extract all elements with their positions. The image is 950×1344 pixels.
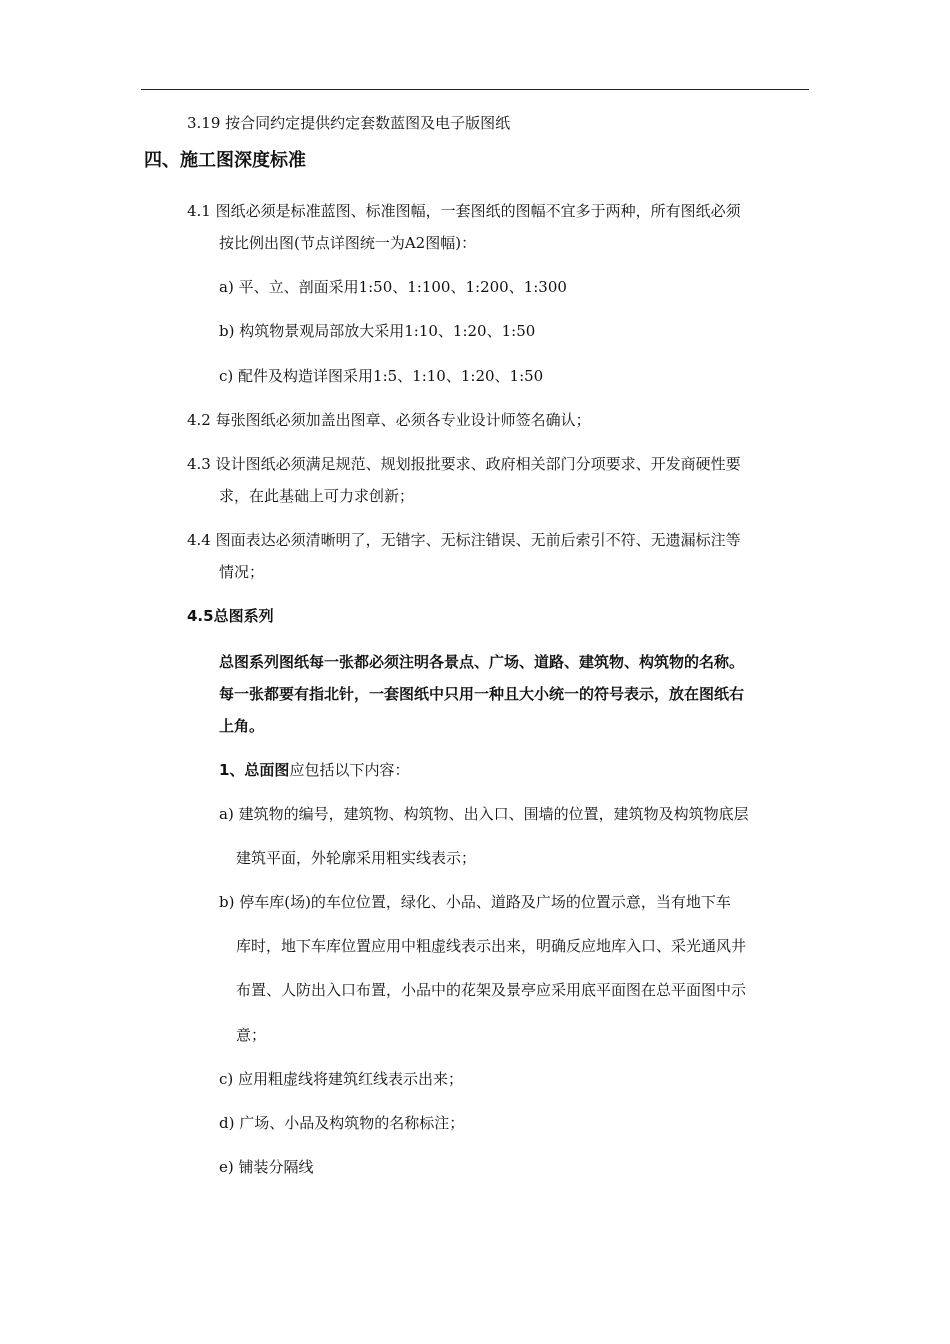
- scale-item-c: c) 配件及构造详图采用1:5、1:10、1:20、1:50: [219, 367, 544, 385]
- section-heading-4: 四、施工图深度标准: [144, 150, 306, 171]
- para-4-3-line1: 4.3 设计图纸必须满足规范、规划报批要求、政府相关部门分项要求、开发商硬性要: [187, 455, 741, 473]
- item-b-line2: 库时，地下车库位置应用中粗虚线表示出来，明确反应地库入口、采光通风井: [236, 937, 747, 955]
- item-b-line1: b) 停车库(场)的车位位置，绿化、小品、道路及广场的位置示意，当有地下车: [219, 893, 731, 911]
- item-1: [219, 760, 409, 780]
- scale-item-a: a) 平、立、剖面采用1:50、1:100、1:200、1:300: [219, 278, 567, 296]
- para-4-1-line1: 4.1 图纸必须是标准蓝图、标准图幅，一套图纸的图幅不宜多于两种，所有图纸必须: [187, 202, 741, 220]
- header-rule: [141, 89, 809, 90]
- item-1-text: 应包括以下内容：: [289, 761, 410, 779]
- para-4-4-line1: 4.4 图面表达必须清晰明了，无错字、无标注错误、无前后索引不符、无遗漏标注等: [187, 531, 741, 549]
- para-4-5-line2: 每一张都要有指北针，一套图纸中只用一种且大小统一的符号表示，放在图纸右: [219, 685, 745, 703]
- para-4-5-line1: 总图系列图纸每一张都必须注明各景点、广场、道路、建筑物、构筑物的名称。: [219, 653, 745, 671]
- para-4-2: 4.2 每张图纸必须加盖出图章、必须各专业设计师签名确认；: [187, 411, 591, 429]
- para-4-3-line2: 求，在此基础上可力求创新；: [219, 487, 415, 505]
- scale-item-b: b) 构筑物景观局部放大采用1:10、1:20、1:50: [219, 322, 536, 340]
- subheading-4-5: 4.5总图系列: [187, 607, 274, 625]
- item-1-label: 1、总面图: [219, 761, 290, 779]
- item-a-line1: a) 建筑物的编号，建筑物、构筑物、出入口、围墙的位置，建筑物及构筑物底层: [219, 805, 749, 823]
- item-e: e) 铺装分隔线: [219, 1158, 314, 1176]
- para-4-5-line3: 上角。: [219, 717, 265, 735]
- item-b-line4: 意；: [236, 1026, 267, 1044]
- para-4-4-line2: 情况；: [219, 563, 265, 581]
- item-c: c) 应用粗虚线将建筑红线表示出来；: [219, 1070, 464, 1088]
- line-3-19: 3.19 按合同约定提供约定套数蓝图及电子版图纸: [187, 114, 511, 132]
- item-a-line2: 建筑平面，外轮廓采用粗实线表示；: [236, 849, 477, 867]
- item-d: d) 广场、小品及构筑物的名称标注；: [219, 1114, 465, 1132]
- item-b-line3: 布置、人防出入口布置，小品中的花架及景亭应采用底平面图在总平面图中示: [236, 981, 747, 999]
- para-4-1-line2: 按比例出图(节点详图统一为A2图幅)：: [219, 234, 477, 252]
